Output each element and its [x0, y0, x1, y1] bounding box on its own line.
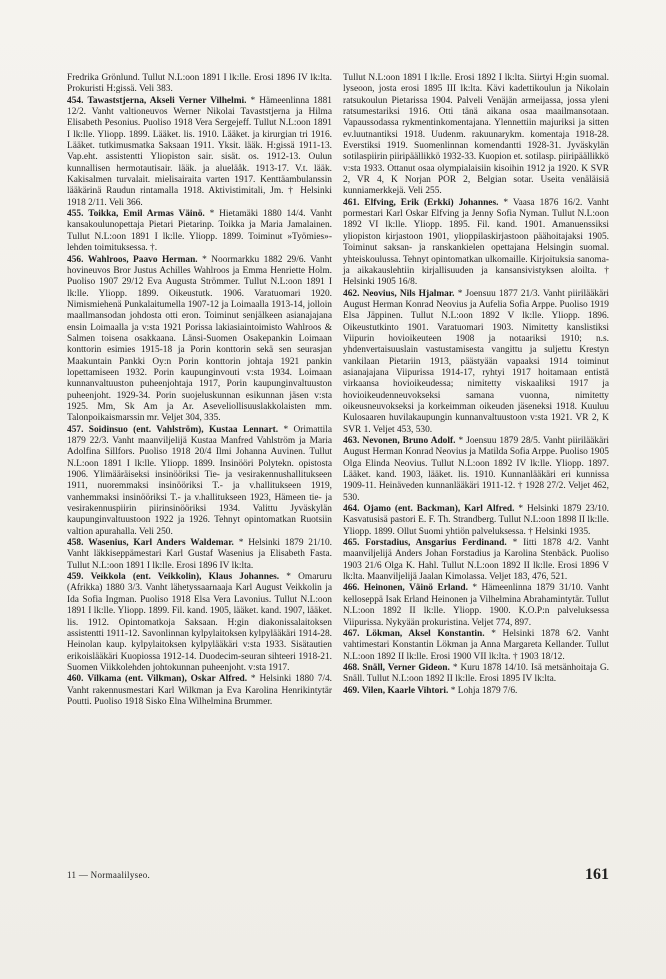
entry-number: 457.	[67, 424, 84, 435]
entry-text: * Helsinki 1878 6/2. Vanht vahtimestari Konstantin Lökman ja Anna Margareta Kellander. Tullut N.L:oon 1892 II lk:lle. Erosi 1900 VII lk:lta. † 1903 18/12.	[343, 628, 610, 662]
biography-entry	[67, 209, 332, 254]
entry-text: * Omaruru (Afrikka) 1880 3/3. Vanht lähetyssaarnaaja Karl August Veikkolin ja Ida Sofia Ingman. Puoliso 1918 Elsa Vera Lavonius. Tullut N.L:oon 1891 I lk:lle. Yliopp. 1899. Fil. kand. 1905, lääket. kand. 1907, lääket. lis. 1912. Opintomatkoja Saksaan. H:gin diakonissalaitoksen assistentti 1911-12. Savonlinnan kylpylaitoksen kylpylääkäri 1914-28. Heinolan kaup. kylpylaitoksen kylpylääkäri v:sta 1933. Sisätautien erikoislääkäri Kuopiossa 1912-14. Duodecim-seuran sihteeri 1918-21. Suomen Viikkolehden johtokunnan puheenjoht. v:sta 1917.	[67, 572, 332, 673]
entry-name: Wasenius, Karl Anders Waldemar.	[88, 538, 234, 549]
entry-number: 460.	[67, 674, 84, 685]
entry-text: * Joensuu 1877 21/3. Vanht piirilääkäri August Herman Konrad Neovius ja Aufelia Sofia Arppe. Puoliso 1919 Elsa Jäppinen. Tullut N.L:oon 1892 V lk:lle. Yliopp. 1896. Oikeustutkinto 1901. Varatuomari 1903. Nimitetty kanslistiksi Viipurin hovioikeuteen 1908 ja notaariksi 1910; n.s. yhdenvertaisuuslain vastustamisesta vangittu ja suljettu Krestyn vankilaan Pietariin 1913, päästyään vapaaksi 1914 toiminut asianajajana Viipurissa 1914-17, ryhtyi 1917 hoitamaan entistä virkaansa hovioikeudessa; nimitetty viskaaliksi 1917 ja hovioikeudenneuvokseksi samana vuonna, nimitetty oikeusneuvokseksi ja korkeimman oikeuden jäseneksi 1918. Kuuluu Kulosaaren huvilakaupungin kunnanvaltuustoon v:sta 1921. VR 2, K SVR 1. Veljet 453, 530.	[343, 288, 610, 435]
page-number: 161	[585, 866, 609, 883]
signature-mark: 11 — Normaalilyseo.	[67, 870, 151, 880]
entry-name: Neovius, Nils Hjalmar.	[362, 288, 455, 299]
entry-name: Tawaststjerna, Akseli Verner Vilhelmi.	[87, 95, 247, 106]
biography-entry	[343, 629, 609, 663]
biography-entry	[67, 572, 332, 674]
biography-entry	[343, 663, 609, 686]
biography-entry	[67, 96, 332, 209]
biography-entry	[67, 255, 332, 425]
entry-text: * Hämeenlinna 1881 12/2. Vanht valtioneuvos Werner Nikolai Tavaststjerna ja Hilma Elisabeth Pesonius. Puoliso 1918 Vera Sergejeff. Tullut N.L:oon 1891 I lk:lle. Yliopp. 1899. Lääket. lis. 1910. Lääket. ja kirurgian tri 1916. Lääket. tutkimusmatka Saksaan 1911. Yksit. lääk. H:gissä 1911-13. Vap.eht. assistentti Yliopiston sair. sisät. os. 1912-13. Oulun kunnallisen hermotautisair. lääk. ja alueläåk. 1913-17. V.t. lääk. Kakisalmen turvalait. mielisairaita varten 1917. Kenttäambulanssin lääkärinä Raudun rintamalla 1918. Aktivistimitali, Jm. † Helsinki 1918 2/11. Veli 366.	[67, 95, 332, 208]
entry-name: Toikka, Emil Armas Väinö.	[88, 209, 205, 220]
entry-text: * Hietamäki 1880 14/4. Vanht kansakoulunopettaja Pietari Pietarinp. Toikka ja Maria Jamalainen. Tullut N.L:oon 1891 I lk:lle. Yliopp. 1899. Toiminut »Työmies»-lehden toimituksessa. †.	[67, 209, 333, 254]
entry-text: Fredrika Grönlund. Tullut N.L:oon 1891 I lk:lle. Erosi 1896 IV lk:lta. Prokuristi H:gissä. Veli 383.	[67, 73, 332, 95]
entry-text: * Helsinki 1880 7/4. Vanht rakennusmestari Karl Wilkman ja Eva Karolina Henrikintytär Poutti. Puoliso 1918 Sisko Elna Wilhelmina Brummer.	[67, 674, 333, 707]
entry-name: Heinonen, Väinö Erland.	[363, 583, 468, 594]
entry-name: Wahlroos, Paavo Herman.	[87, 254, 198, 265]
entry-number: 455.	[67, 209, 84, 220]
biography-entry	[343, 583, 609, 628]
biography-entry	[343, 73, 609, 198]
entry-name: Snäll, Verner Gideon.	[362, 662, 450, 673]
biography-entry	[67, 674, 332, 708]
entry-text: * Joensuu 1879 28/5. Vanht piirilääkäri August Herman Konrad Neovius ja Matilda Sofia Arppe. Puoliso 1905 Olga Elinda Neovius. Tullut N.L:oon 1892 IV lk:lle. Yliopp. 1897. Lääket. kand. 1903, lääket. lis. 1910. Kunnanlääkäri eri kunnissa 1909-11. Heinäveden kunnanlääkäri 1911-12. † 1928 27/2. Veljet 462, 530.	[343, 436, 610, 503]
biography-entry	[343, 198, 609, 289]
right-column	[343, 73, 609, 697]
biography-entry	[343, 504, 609, 538]
biography-entry	[343, 289, 609, 436]
entry-number: 463.	[343, 436, 360, 446]
entry-name: Nevonen, Bruno Adolf.	[362, 436, 456, 446]
entry-text: * Hämeenlinna 1879 31/10. Vanht kelloseppä Isak Erland Heinonen ja Vilhelmina Abrahamintytär. Tullut N.L:oon 1892 II lk:lle. Yliopp. 1900. K.O.P:n palveluksessa Viipurissa. Nykyään prokuristina. Veljet 774, 897.	[343, 583, 610, 628]
biography-entry	[343, 686, 609, 697]
entry-text: * Iitti 1878 4/2. Vanht maanviljelijä Anders Johan Forstadius ja Karolina Stenbäck. Puoliso 1903 21/6 Olga K. Hahl. Tullut N.L:oon 1892 II lk:lle. Erosi 1896 V lk:lta. Maanviljelijä Jaalan Kimolassa. Veljet 183, 476, 521.	[343, 538, 609, 583]
entry-number: 464.	[343, 504, 360, 515]
entry-name: Vilen, Kaarle Vihtori.	[361, 685, 449, 696]
entry-text: * Lohja 1879 7/6.	[450, 685, 518, 696]
entry-number: 461.	[343, 197, 360, 208]
entry-number: 465.	[343, 538, 360, 549]
entry-text: * Orimattila 1879 22/3. Vanht maanviljelijä Kustaa Manfred Vahlström ja Maria Adolfina Sillfors. Puoliso 1918 20/4 Ilmi Johanna Auvinen. Tullut N.L:oon 1891 I lk:lle. Yliopp. 1899. Insinööri Polytekn. opistosta 1906. Ylimääräiseksi insinööriksi Tie- ja vesirakennushallitukseen 1911, nuoremmaksi insinööriksi T.- ja v.hallitukseen 1919, vanhemmaksi insinööriksi T.- ja v.hallitukseen 1923, Hämeen tie- ja vesirakennuspiirin piirinsinööriksi 1934. Valittu Jyväskylän kaupunginvaltuustoon 1922 ja 1926. Tehnyt opintomatkan Ruotsiin valtion apurahalla. Veli 250.	[67, 424, 333, 537]
entry-text: * Kuru 1878 14/10. Isä metsänhoitaja G. Snäll. Tullut N.L:oon 1892 II lk:lle. Erosi 1895 IV lk:lta.	[343, 662, 610, 685]
entry-name: Soidinsuo (ent. Vahlström), Kustaa Lennart.	[88, 424, 279, 435]
biography-entry	[67, 73, 332, 96]
left-column	[67, 73, 332, 708]
entry-name: Lökman, Aksel Konstantin.	[366, 628, 485, 639]
entry-name: Vilkama (ent. Vilkman), Oskar Alfred.	[87, 674, 248, 685]
entry-number: 459.	[67, 572, 84, 583]
entry-text: * Helsinki 1879 21/10. Vanht läkkiseppämestari Karl Gustaf Wasenius ja Elisabeth Fasta. Tullut N.L:oon 1891 I lk:lle. Erosi 1896 IV lk:lta.	[67, 538, 333, 571]
entry-number: 458.	[67, 538, 84, 549]
entry-name: Forstadius, Ansgarius Ferdinand.	[365, 538, 507, 549]
page-footer	[67, 866, 609, 884]
entry-number: 466.	[343, 583, 360, 594]
entry-number: 468.	[343, 662, 360, 673]
entry-number: 469.	[343, 685, 360, 696]
entry-text: * Vaasa 1876 16/2. Vanht pormestari Karl Oskar Elfving ja Jenny Sofia Nyman. Tullut N.L:oon 1892 VI lk:lle. Yliopp. 1895. Fil. kand. 1901. Amanuenssiksi yliopiston kirjastoon 1901, ylioppilaskirjastoon päähoitajaksi 1905. Toiminut saksan- ja ranskankielen opettajana Helsingin suomal. yhteiskoulussa. Tehnyt opintomatkan ulkomaille. Kirjoituksia sanoma- ja aikakauslehtiin kirjallisuuden ja kansansivistyksen aloilta. † Helsinki 1905 16/8.	[343, 197, 609, 288]
biography-entry	[343, 538, 609, 583]
entry-number: 454.	[67, 95, 84, 106]
biography-entry	[67, 425, 332, 538]
entry-name: Veikkola (ent. Veikkolin), Klaus Johannes.	[90, 572, 280, 583]
entry-number: 456.	[67, 254, 84, 265]
biography-entry	[67, 538, 332, 572]
entry-text: Tullut N.L:oon 1891 I lk:lle. Erosi 1892 I lk:lta. Siirtyi H:gin suomal. lyseoon, josta erosi 1895 III lk:lta. Kävi kadettikoulun ja Nikolain ratsukoulun Pietarissa 1904. Palveli Venäjän armeijassa, jossa yleni ratsumestariksi 1916. Otti tänä aikana osaa maailmansotaan. Vapaussodassa rykmentinkomentajana. Ylennettiin majuriksi ja sitten ev.luutnantiksi 1918. Uudenm. rakuunarykm. komentaja 1918-28. Everstiksi 1919. Suomenlinnan komendantti 1928-31. Jyväskylän sotilaspiirin piiripäällikkö 1932-33. Kuopion et. sotilasp. piiripäällikkö v:sta 1933. Ottanut osaa olympialaisiin kisoihin 1912 ja 1920. K SVR 2, VR 4, K Norjan POR 2, Belgian sotar. Useita venäläisiä kunniamerkkejä. Veli 255.	[343, 73, 609, 197]
entry-text: * Helsinki 1879 23/10. Kasvatusisä pastori E. F. Th. Strandberg. Tullut N.L:oon 1898 II lk:lle. Yliopp. 1899. Ollut Suomi yhtiön palveluksessa. † Helsinki 1935.	[343, 504, 610, 537]
entry-name: Elfving, Erik (Erkki) Johannes.	[364, 197, 499, 208]
entry-number: 467.	[343, 628, 360, 639]
biography-entry	[343, 436, 609, 504]
entry-number: 462.	[343, 288, 360, 299]
entry-text: * Noormarkku 1882 29/6. Vanht hovineuvos Bror Justus Achilles Wahlroos ja Emma Henriette Holm. Puoliso 1907 29/12 Eva Augusta Strömmer. Tullut N.L:oon 1891 I lk:lle. Yliopp. 1899. Oikeustutk. 1906. Varatuomari 1920. Nimismiehenä Punkalaitumella 1907-12 ja Loimaalla 1913-14, jolloin maallmansodan johdosta otti eron. Toiminut senjälkeen asianajajana ensin Loimaalla ja v:sta 1921 Porissa lakiasiaintoimisto Wahlroos & Salmen toisena osakkaana. Länsi-Suomen Osakepankin Loimaan konttorin esimies 1915-18 ja Porin konttorin sekä sen seurasjan Maakuntain Pankki Oy:n Porin konttorin johtaja 1921 pankin lopettamiseen 1932. Porin kaupunginvouti v:sta 1934. Loimaan kunnanvaltuuston puheenjohtaja 1917, Porin kaupunginvaltuuston puheenjoht. 1929-34. Porin suojeluskunnan esikunnan jäsen v:sta 1925. Mm, Sk Am ja Ar. Aseveliollisuuslakkolaisten mm. Talonpoikaismarssin mr. Veljet 304, 335.	[67, 254, 333, 424]
entry-name: Ojamo (ent. Backman), Karl Alfred.	[363, 504, 515, 515]
